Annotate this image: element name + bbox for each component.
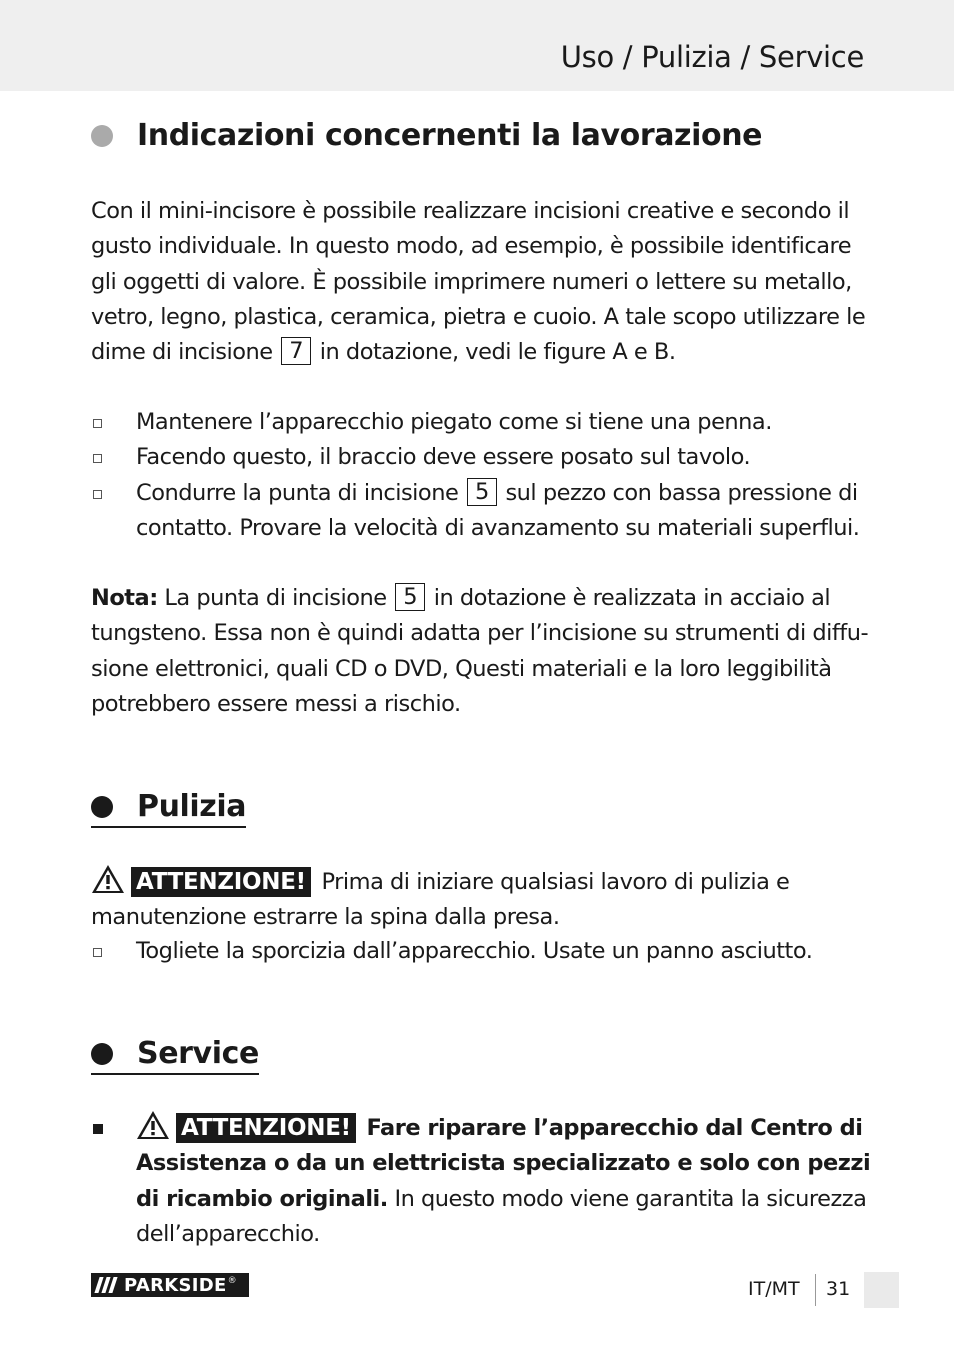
intro-paragraph <box>91 194 881 370</box>
warning-bold-text: Fare riparare l’apparecchio dal Centro di Assistenza o da un elettricista specializzato e solo con pezzi di ricambio originali. <box>136 1115 871 1212</box>
list-item <box>91 934 881 969</box>
warning-text: In questo modo viene garantita la sicurezza dell’apparecchio. <box>136 1185 867 1247</box>
square-bullet-icon <box>93 1124 103 1134</box>
reference-number-5: 5 <box>395 583 425 611</box>
note-text: La punta di incisione <box>164 585 387 611</box>
footer-divider <box>815 1274 816 1306</box>
checkbox-bullet-icon <box>93 419 102 428</box>
cleaning-bullet-list <box>91 934 881 969</box>
checkbox-bullet-icon <box>93 948 102 957</box>
section-bullet-icon <box>91 796 113 818</box>
usage-bullet-list <box>91 405 881 546</box>
section-heading-text: Service <box>137 1036 259 1071</box>
section-heading-service <box>91 1036 259 1075</box>
section-bullet-icon <box>91 1043 113 1065</box>
section-heading-text: Indicazioni concernenti la lavorazione <box>137 118 763 153</box>
registered-mark: ® <box>227 1276 237 1286</box>
parkside-logo <box>91 1273 249 1297</box>
list-item-text: Condurre la punta di incisione <box>136 479 459 506</box>
note-paragraph <box>91 581 881 722</box>
section-heading-text: Pulizia <box>137 789 247 824</box>
warning-label: ATTENZIONE! <box>176 1113 356 1143</box>
note-text-end: in dotazione è realizzata in acciaio al tungsteno. Essa non è quindi adatta per l’incisione su strumenti di diffu-sione elettronici, quali CD o DVD, Questi materiali e la loro leggibilità potrebbero essere messi a rischio. <box>91 585 869 717</box>
list-item-text: Facendo questo, il braccio deve essere posato sul tavolo. <box>136 444 751 471</box>
page-number: 31 <box>826 1278 851 1300</box>
reference-number-7: 7 <box>281 337 311 365</box>
note-label: Nota: <box>91 585 158 611</box>
language-code: IT/MT <box>748 1278 800 1300</box>
intro-text: Con il mini-incisore è possibile realizzare incisioni creative e secondo il gusto individuale. In questo modo, ad esempio, è possibile identificare gli oggetti di valore. È possibile imprimere numeri o lettere su metallo, vetro, legno, plastica, ceramica, pietra e cuoio. A tale scopo utilizzare le dime di incisione <box>91 198 866 366</box>
section-heading-lavorazione <box>91 118 762 153</box>
list-item <box>91 405 881 440</box>
reference-number-5: 5 <box>467 478 497 506</box>
page-header-title: Uso / Pulizia / Service <box>560 40 864 74</box>
warning-text: Prima di iniziare qualsiasi lavoro di pulizia e manutenzione estrarre la spina dalla presa. <box>91 869 790 931</box>
list-item <box>91 440 881 475</box>
service-bullet-list <box>91 1110 881 1252</box>
warning-triangle-icon <box>136 1110 170 1140</box>
checkbox-bullet-icon <box>93 490 102 499</box>
checkbox-bullet-icon <box>93 454 102 463</box>
brand-name: PARKSIDE <box>124 1274 227 1296</box>
warning-label: ATTENZIONE! <box>131 867 311 897</box>
cleaning-warning <box>91 864 881 936</box>
list-item-text-end: sul pezzo con bassa pressione di contatto. Provare la velocità di avanzamento su materiali superflui. <box>136 479 860 541</box>
list-item <box>91 1110 881 1252</box>
page-tab-marker <box>864 1272 899 1308</box>
warning-triangle-icon <box>91 864 125 894</box>
intro-text-end: in dotazione, vedi le figure A e B. <box>319 339 676 366</box>
list-item <box>91 476 881 547</box>
list-item-text: Togliete la sporcizia dall’apparecchio. Usate un panno asciutto. <box>136 938 813 964</box>
list-item-text: Mantenere l’apparecchio piegato come si tiene una penna. <box>136 409 772 435</box>
logo-stripes-icon <box>97 1277 118 1293</box>
section-heading-pulizia <box>91 789 246 828</box>
section-bullet-icon <box>91 125 113 147</box>
